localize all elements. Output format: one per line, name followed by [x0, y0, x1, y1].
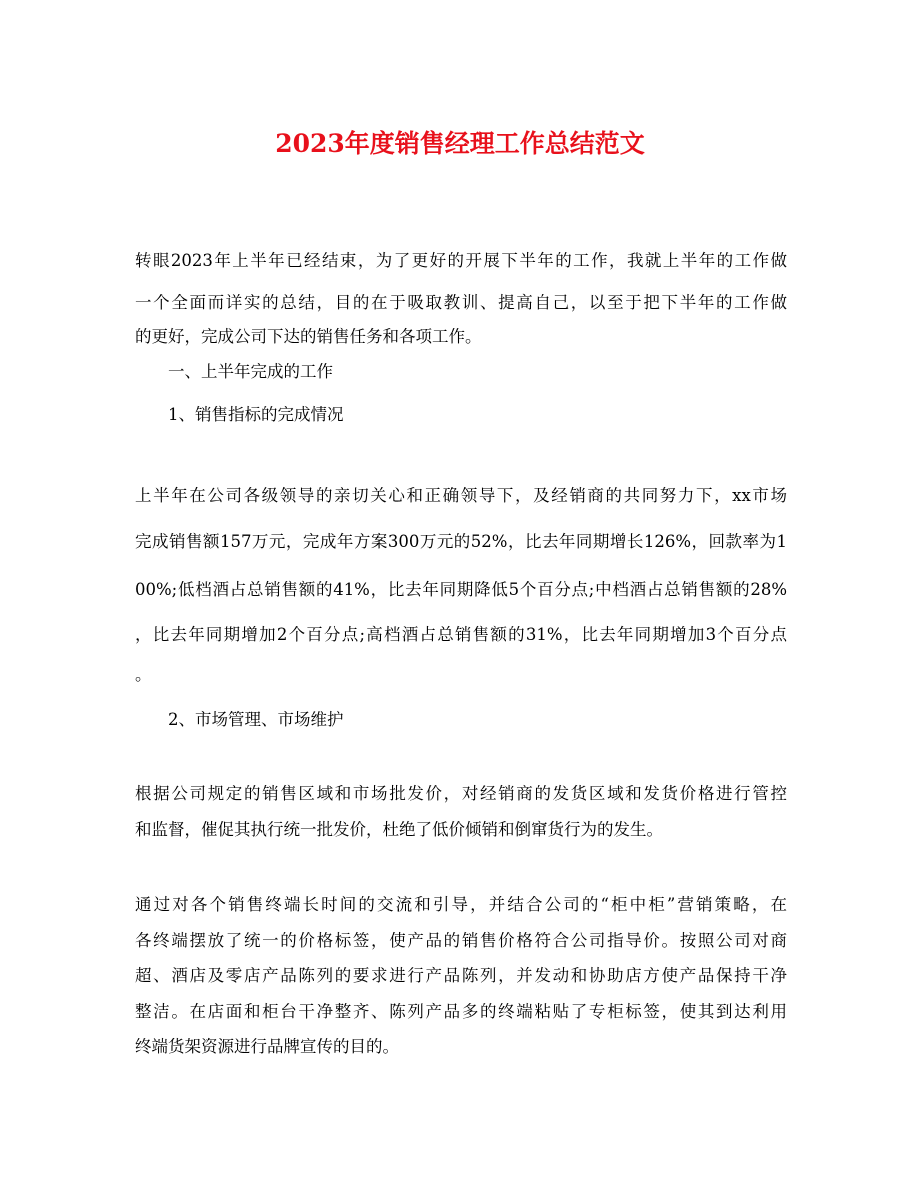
paragraph-line: 通过对各个销售终端长时间的交流和引导，并结合公司的“柜中柜”营销策略，在 [135, 895, 787, 914]
paragraph-line: 上半年在公司各级领导的亲切关心和正确领导下，及经销商的共同努力下，xx市场 [135, 486, 787, 505]
paragraph-line: 和监督，催促其执行统一批发价，杜绝了低价倾销和倒窜货行为的发生。 [135, 820, 663, 839]
paragraph-line: 各终端摆放了统一的价格标签，使产品的销售价格符合公司指导价。按照公司对商 [135, 931, 787, 950]
paragraph-line: 一个全面而详实的总结，目的在于吸取教训、提高自己，以至于把下半年的工作做 [135, 293, 787, 312]
paragraph-line: 00%;低档酒占总销售额的41%，比去年同期降低5个百分点;中档酒占总销售额的28% [135, 580, 787, 599]
document-title: 2023年度销售经理工作总结范文 [275, 129, 645, 158]
paragraph-line: 终端货架资源进行品牌宣传的目的。 [135, 1037, 399, 1056]
subsection-heading: 1、销售指标的完成情况 [168, 405, 344, 424]
paragraph-line: 完成销售额157万元，完成年方案300万元的52%，比去年同期增长126%，回款率为1 [135, 532, 787, 551]
paragraph-line: 超、酒店及零店产品陈列的要求进行产品陈列，并发动和协助店方使产品保持干净 [135, 966, 787, 985]
paragraph-line: 根据公司规定的销售区域和市场批发价，对经销商的发货区域和发货价格进行管控 [135, 784, 787, 803]
paragraph-line: 。 [135, 665, 152, 684]
paragraph-line: 的更好，完成公司下达的销售任务和各项工作。 [135, 327, 482, 346]
section-heading: 一、上半年完成的工作 [168, 362, 333, 381]
paragraph-line: 转眼2023年上半年已经结束，为了更好的开展下半年的工作，我就上半年的工作做 [135, 251, 787, 270]
paragraph-line: 整洁。在店面和柜台干净整齐、陈列产品多的终端粘贴了专柜标签，使其到达利用 [135, 1002, 787, 1021]
subsection-heading: 2、市场管理、市场维护 [168, 710, 344, 729]
paragraph-line: ，比去年同期增加2个百分点;高档酒占总销售额的31%，比去年同期增加3个百分点 [135, 625, 787, 644]
